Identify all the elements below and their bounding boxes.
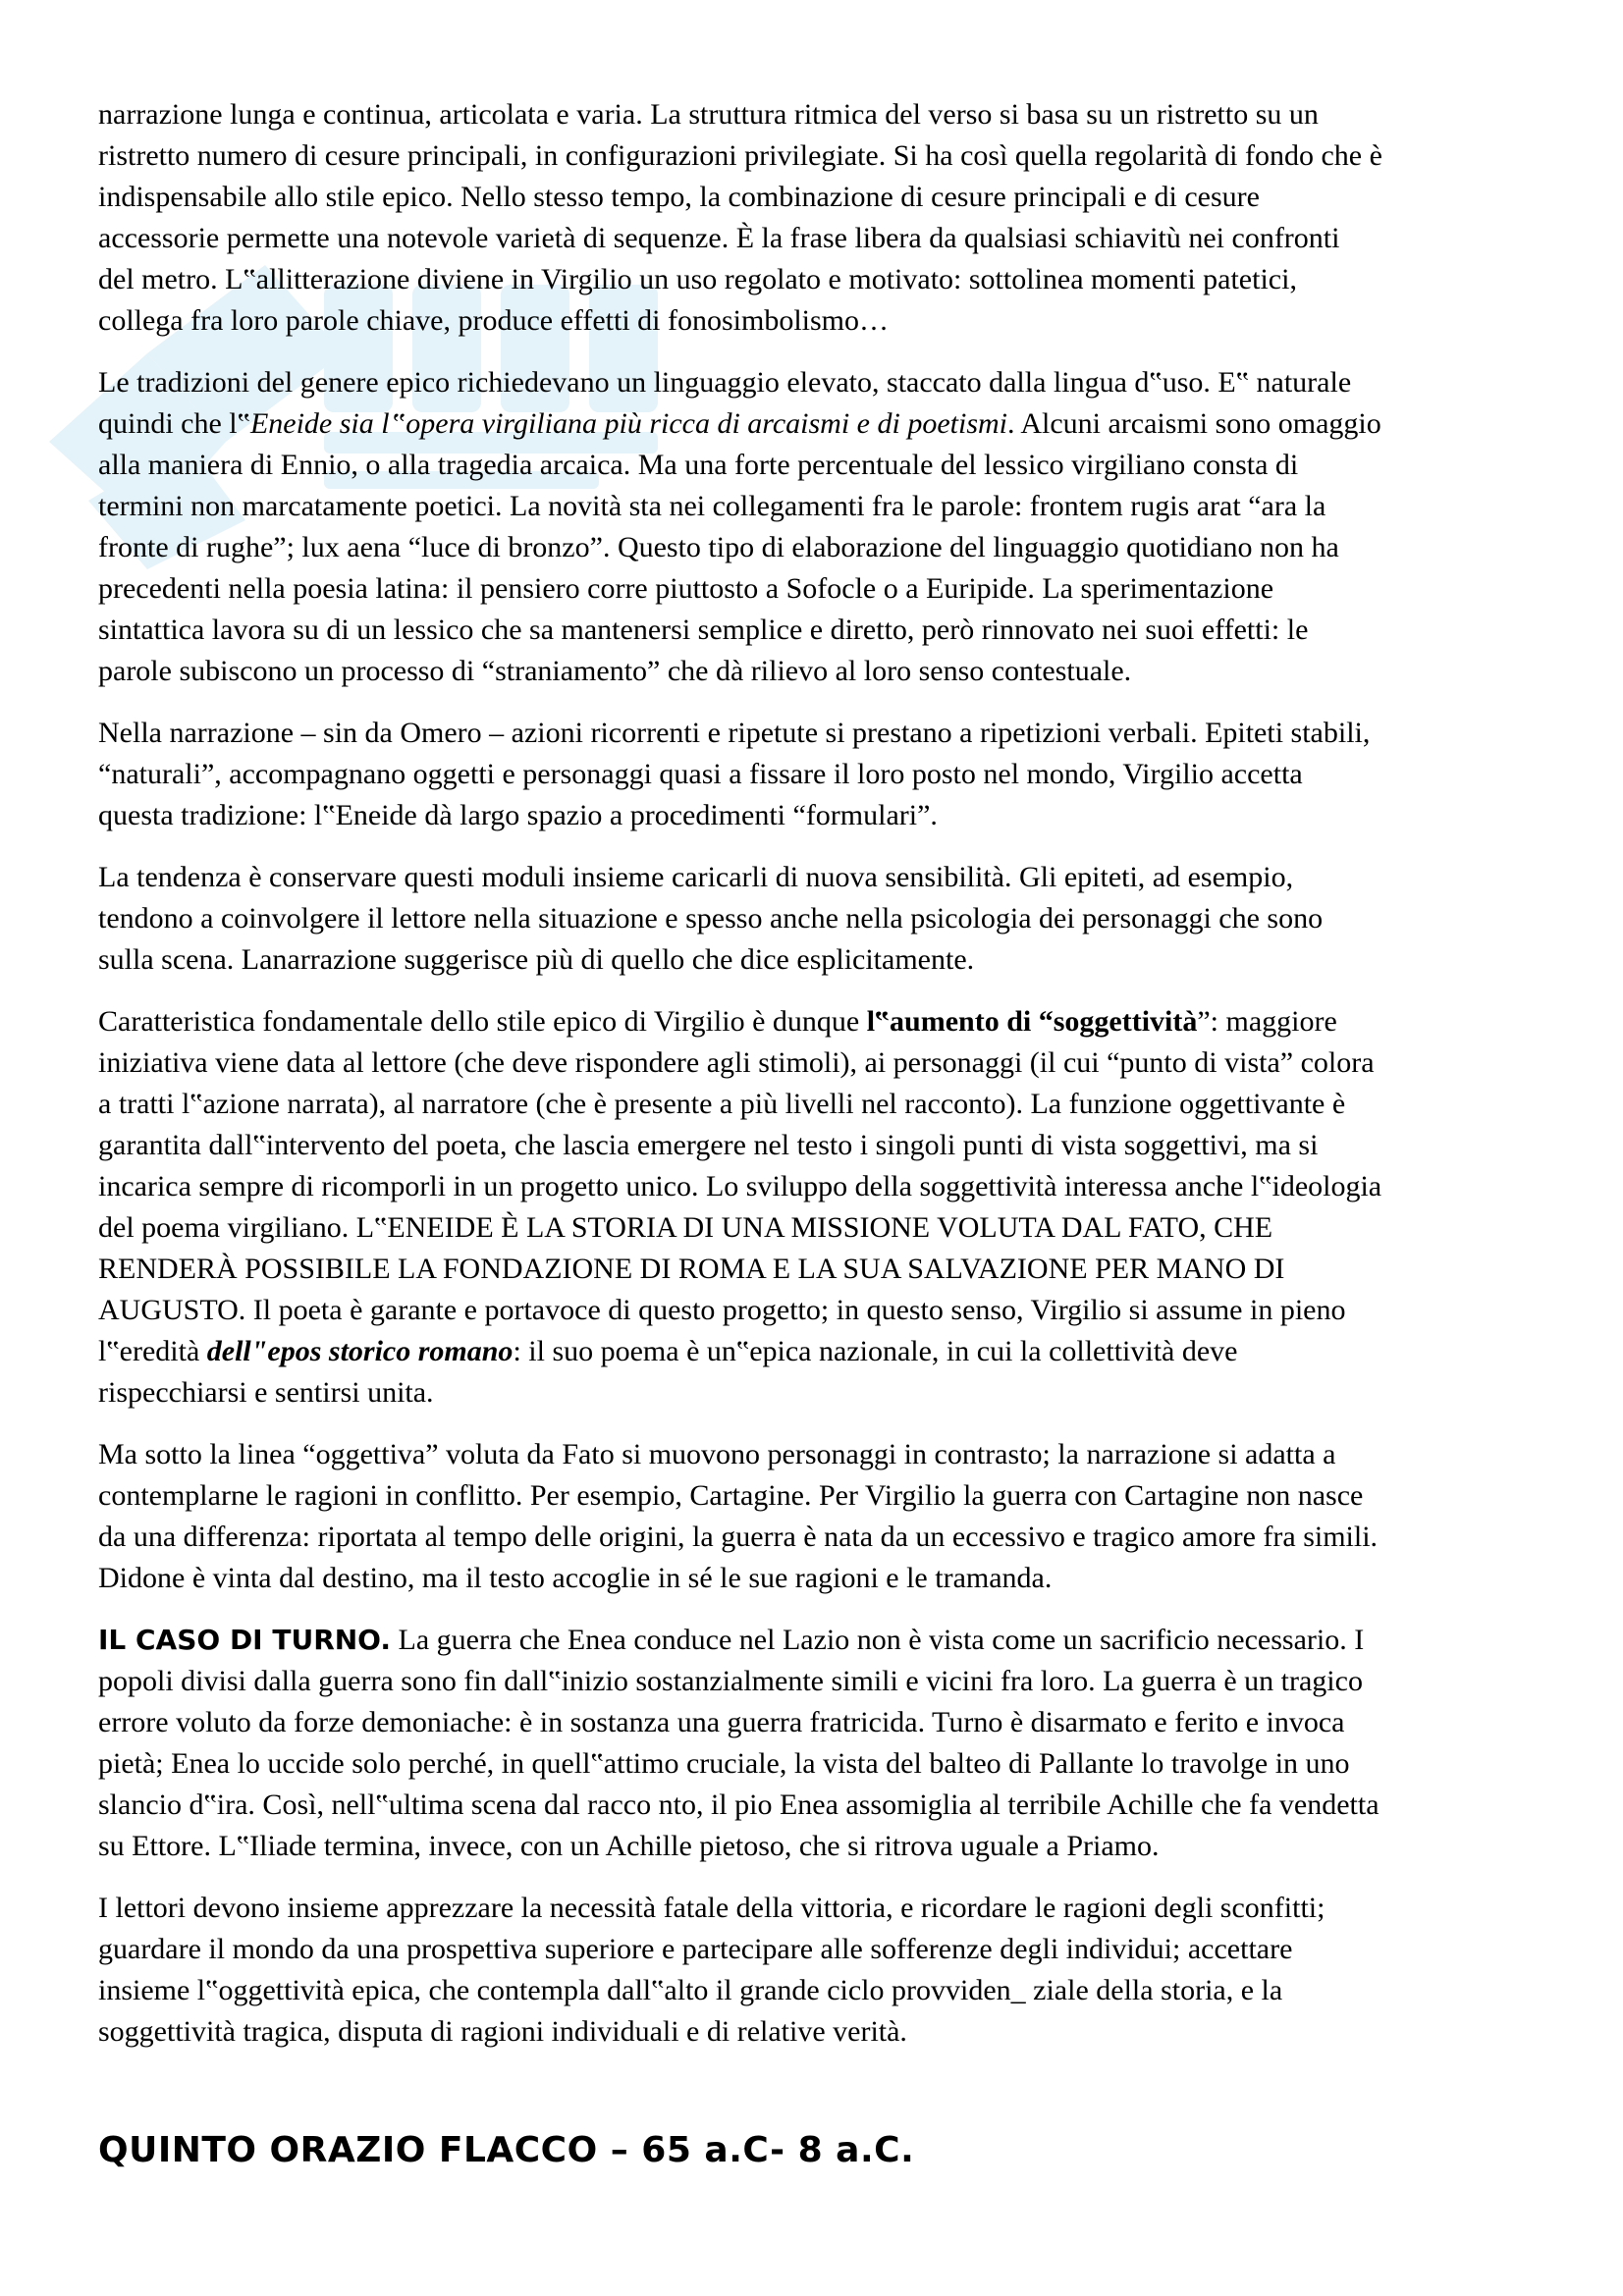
paragraph-7 bbox=[98, 1620, 1532, 1867]
p5-line-5: incarica sempre di ricomporli in un progetto unico. Lo sviluppo della soggettività interessa anche l‟ideologia bbox=[98, 1170, 1382, 1202]
document-body bbox=[98, 94, 1532, 2073]
p5-line-9c: : il suo poema è un‟epica nazionale, in cui la collettività deve bbox=[513, 1335, 1238, 1367]
p5-line-8: AUGUSTO. Il poeta è garante e portavoce di questo progetto; in questo senso, Virgilio si assume in pieno bbox=[98, 1294, 1346, 1326]
p4-line-3: sulla scena. Lanarrazione suggerisce più di quello che dice esplicitamente. bbox=[98, 943, 975, 976]
p7-line-3: errore voluto da forze demoniache: è in sostanza una guerra fratricida. Turno è disarmato e ferito e invoca bbox=[98, 1706, 1345, 1738]
p8-line-3: insieme l‟oggettività epica, che contempla dall‟alto il grande ciclo provviden_ ziale della storia, e la bbox=[98, 1974, 1283, 2006]
p5-line-1a: Caratteristica fondamentale dello stile epico di Virgilio è dunque bbox=[98, 1005, 867, 1038]
p1-line-5: del metro. L‟allitterazione diviene in Virgilio un uso regolato e motivato: sottolinea momenti patetici, bbox=[98, 263, 1297, 295]
p5-line-7: RENDERÀ POSSIBILE LA FONDAZIONE DI ROMA E LA SUA SALVAZIONE PER MANO DI bbox=[98, 1253, 1285, 1285]
p6-line-3: da una differenza: riportata al tempo delle origini, la guerra è nata da un eccessivo e tragico amore fra simili. bbox=[98, 1521, 1379, 1553]
p2-line-5: fronte di rughe”; lux aena “luce di bronzo”. Questo tipo di elaborazione del linguaggio quotidiano non ha bbox=[98, 531, 1339, 563]
p8-line-2: guardare il mondo da una prospettiva superiore e partecipare alle sofferenze degli individui; accettare bbox=[98, 1933, 1293, 1965]
p8-line-1: I lettori devono insieme apprezzare la necessità fatale della vittoria, e ricordare le ragioni degli sconfitti; bbox=[98, 1892, 1325, 1924]
p3-line-2: “naturali”, accompagnano oggetti e personaggi quasi a fissare il loro posto nel mondo, Virgilio accetta bbox=[98, 758, 1303, 790]
p5-line-4: garantita dall‟intervento del poeta, che lascia emergere nel testo i singoli punti di vista soggettivi, ma si bbox=[98, 1129, 1319, 1161]
p3-line-3: questa tradizione: l‟Eneide dà largo spazio a procedimenti “formulari”. bbox=[98, 799, 938, 831]
p1-line-1: narrazione lunga e continua, articolata e varia. La struttura ritmica del verso si basa su un ristretto su un bbox=[98, 98, 1319, 131]
p2-line-4: termini non marcatamente poetici. La novità sta nei collegamenti fra le parole: frontem rugis arat “ara la bbox=[98, 490, 1326, 522]
p2-line-3: alla maniera di Ennio, o alla tragedia arcaica. Ma una forte percentuale del lessico virgiliano consta di bbox=[98, 449, 1299, 481]
p1-line-2: ristretto numero di cesure principali, in configurazioni privilegiate. Si ha così quella regolarità di fondo che è bbox=[98, 139, 1382, 172]
paragraph-8 bbox=[98, 1888, 1532, 2053]
p2-line-2c: . Alcuni arcaismi sono omaggio bbox=[1007, 407, 1381, 440]
p6-line-4: Didone è vinta dal destino, ma il testo accoglie in sé le sue ragioni e le tramanda. bbox=[98, 1562, 1053, 1594]
p5-line-9a: l‟eredità bbox=[98, 1335, 207, 1367]
p4-line-2: tendono a coinvolgere il lettore nella situazione e spesso anche nella psicologia dei personaggi che sono bbox=[98, 902, 1324, 934]
paragraph-1 bbox=[98, 94, 1532, 342]
p2-line-8: parole subiscono un processo di “straniamento” che dà rilievo al loro senso contestuale. bbox=[98, 655, 1132, 687]
paragraph-6 bbox=[98, 1434, 1532, 1599]
paragraph-5 bbox=[98, 1001, 1532, 1414]
p2-line-2-italic: Eneide sia l‟opera virgiliana più ricca di arcaismi e di poetismi bbox=[249, 407, 1007, 440]
p2-line-6: precedenti nella poesia latina: il pensiero corre piuttosto a Sofocle o a Euripide. La sperimentazione bbox=[98, 572, 1274, 605]
p2-line-1: Le tradizioni del genere epico richiedevano un linguaggio elevato, staccato dalla lingua d‟uso. E‟ naturale bbox=[98, 366, 1352, 399]
p2-line-2a: quindi che l‟ bbox=[98, 407, 250, 440]
p1-line-4: accessorie permette una notevole varietà di sequenze. È la frase libera da qualsiasi schiavitù nei confronti bbox=[98, 222, 1340, 254]
p5-line-1c: ”: maggiore bbox=[1197, 1005, 1337, 1038]
p5-line-3: a tratti l‟azione narrata), al narratore (che è presente a più livelli nel racconto). La funzione oggettivante è bbox=[98, 1088, 1346, 1120]
section-heading: QUINTO ORAZIO FLACCO – 65 a.C- 8 a.C. bbox=[98, 2130, 915, 2170]
p7-line-2: popoli divisi dalla guerra sono fin dall‟inizio sostanzialmente simili e vicini fra loro. La guerra è un tragico bbox=[98, 1665, 1363, 1697]
p6-line-2: contemplarne le ragioni in conflitto. Per esempio, Cartagine. Per Virgilio la guerra con Cartagine non nasce bbox=[98, 1479, 1364, 1512]
p1-line-3: indispensabile allo stile epico. Nello stesso tempo, la combinazione di cesure principali e di cesure bbox=[98, 181, 1260, 213]
p1-line-6: collega fra loro parole chiave, produce effetti di fonosimbolismo… bbox=[98, 304, 890, 337]
paragraph-3 bbox=[98, 713, 1532, 836]
p7-line-5: slancio d‟ira. Così, nell‟ultima scena dal racco nto, il pio Enea assomiglia al terribile Achille che fa vendetta bbox=[98, 1789, 1380, 1821]
paragraph-2 bbox=[98, 362, 1532, 692]
p5-line-9-bold-italic: dell"epos storico romano bbox=[206, 1335, 514, 1367]
p7-lead-bold: IL CASO DI TURNO. bbox=[98, 1624, 392, 1656]
p7-line-1: La guerra che Enea conduce nel Lazio non è vista come un sacrificio necessario. I bbox=[391, 1624, 1365, 1656]
p4-line-1: La tendenza è conservare questi moduli insieme caricarli di nuova sensibilità. Gli epiteti, ad esempio, bbox=[98, 861, 1294, 893]
p7-line-6: su Ettore. L‟Iliade termina, invece, con un Achille pietoso, che si ritrova uguale a Priamo. bbox=[98, 1830, 1160, 1862]
paragraph-4 bbox=[98, 857, 1532, 981]
p6-line-1: Ma sotto la linea “oggettiva” voluta da Fato si muovono personaggi in contrasto; la narrazione si adatta a bbox=[98, 1438, 1336, 1470]
p5-line-2: iniziativa viene data al lettore (che deve rispondere agli stimoli), ai personaggi (il cui “punto di vista” colora bbox=[98, 1046, 1375, 1079]
p3-line-1: Nella narrazione – sin da Omero – azioni ricorrenti e ripetute si prestano a ripetizioni verbali. Epiteti stabili, bbox=[98, 717, 1371, 749]
p5-line-6: del poema virgiliano. L‟ENEIDE È LA STORIA DI UNA MISSIONE VOLUTA DAL FATO, CHE bbox=[98, 1211, 1273, 1244]
p7-line-4: pietà; Enea lo uccide solo perché, in quell‟attimo cruciale, la vista del balteo di Pallante lo travolge in uno bbox=[98, 1747, 1350, 1780]
p8-line-4: soggettività tragica, disputa di ragioni individuali e di relative verità. bbox=[98, 2015, 907, 2048]
p2-line-7: sintattica lavora su di un lessico che sa mantenersi semplice e diretto, però rinnovato nei suoi effetti: le bbox=[98, 614, 1309, 646]
p5-line-10: rispecchiarsi e sentirsi unita. bbox=[98, 1376, 434, 1409]
p5-line-1-bold: l‟aumento di “soggettività bbox=[866, 1005, 1198, 1038]
